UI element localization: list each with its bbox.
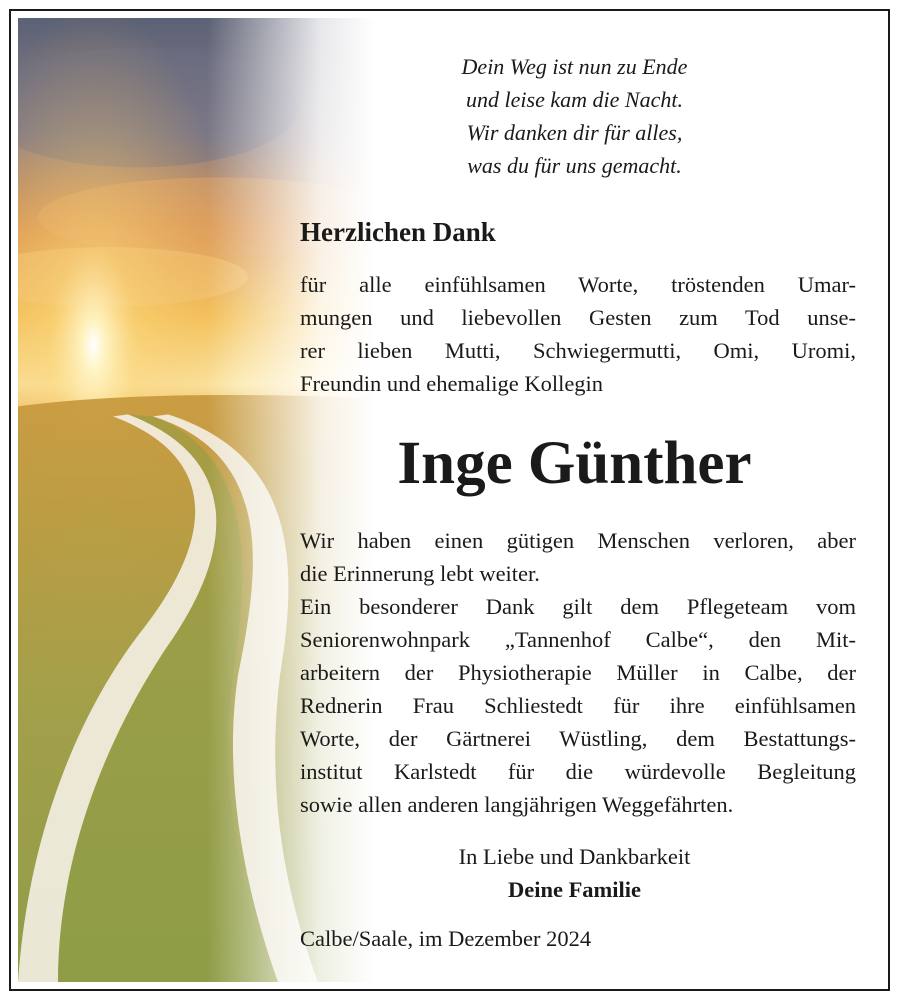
- poem-line: Dein Weg ist nun zu Ende: [461, 54, 688, 79]
- text-line: Seniorenwohnpark „Tannenhof Calbe“, den Mit-: [300, 627, 856, 652]
- signature: Deine Familie: [507, 877, 642, 902]
- poem-line: und leise kam die Nacht.: [466, 87, 683, 112]
- closing: [292, 840, 857, 906]
- deceased-name: Inge Günther: [397, 430, 752, 497]
- poem-line: Wir danken dir für alles,: [466, 120, 683, 145]
- poem-line: was du für uns gemacht.: [467, 153, 682, 178]
- poem: [292, 50, 857, 182]
- text-line: Wir haben einen gütigen Menschen verloren, aber: [300, 528, 856, 553]
- text-line: rer lieben Mutti, Schwiegermutti, Omi, Uromi,: [300, 338, 856, 363]
- text-line: Ein besonderer Dank gilt dem Pflegeteam vom: [300, 594, 856, 619]
- text-line: Rednerin Frau Schliestedt für ihre einfühlsamen: [300, 693, 856, 718]
- closing-line: In Liebe und Dankbarkeit: [458, 844, 691, 869]
- body-paragraph: [300, 524, 856, 821]
- text-line: Freundin und ehemalige Kollegin: [300, 371, 604, 396]
- text-line: für alle einfühlsamen Worte, tröstenden Umar-: [300, 272, 856, 297]
- text-line: Worte, der Gärtnerei Wüstling, dem Bestattungs-: [300, 726, 856, 751]
- obituary-card: [18, 18, 881, 982]
- thanks-paragraph: [300, 268, 856, 400]
- obituary-frame: [9, 9, 890, 991]
- text-line: sowie allen anderen langjährigen Weggefährten.: [300, 792, 734, 817]
- place-date: Calbe/Saale, im Dezember 2024: [300, 926, 592, 951]
- text-line: die Erinnerung lebt weiter.: [300, 561, 540, 586]
- obituary-text: [292, 18, 857, 982]
- text-line: mungen und liebevollen Gesten zum Tod unse-: [300, 305, 856, 330]
- text-line: institut Karlstedt für die würdevolle Begleitung: [300, 759, 856, 784]
- text-line: arbeitern der Physiotherapie Müller in Calbe, der: [300, 660, 856, 685]
- thanks-heading: Herzlichen Dank: [300, 217, 496, 247]
